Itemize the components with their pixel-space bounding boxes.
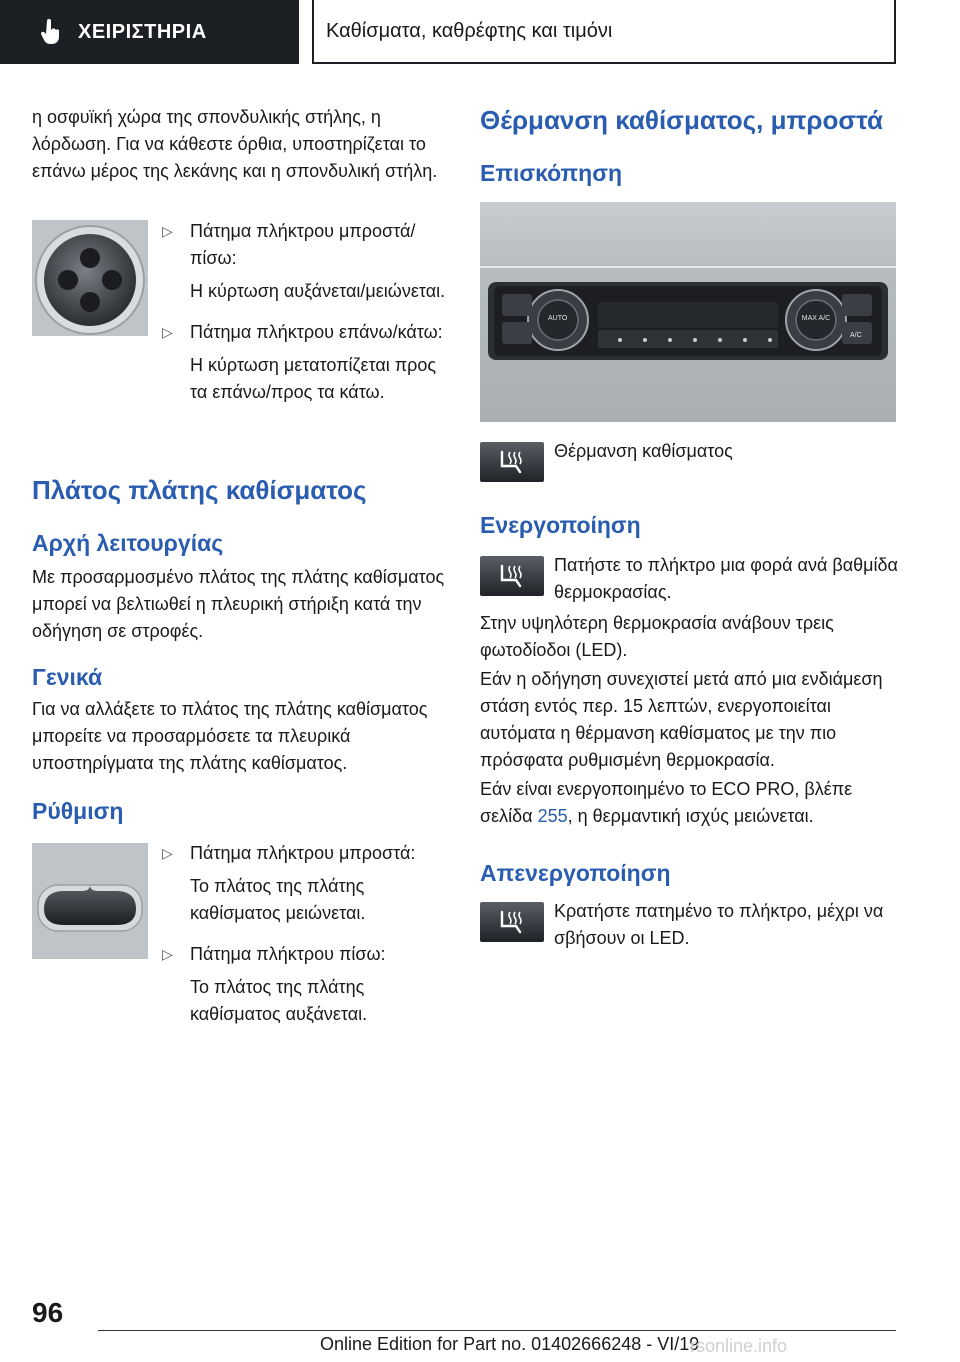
section-title: ΧΕΙΡΙΣΤΗΡΙΑ xyxy=(78,20,207,43)
adjust-heading: Ρύθμιση xyxy=(32,798,124,824)
triangle-bullet-icon: ▷ xyxy=(162,845,173,861)
lumbar-button-icon xyxy=(32,220,148,336)
max-ac-label: MAX A/C xyxy=(801,315,831,322)
list-item: ▷ Πάτημα πλήκτρου μπροστά/πίσω: Η κύρτωση αυξάνεται/μειώνεται. xyxy=(162,218,452,305)
triangle-bullet-icon: ▷ xyxy=(162,946,173,962)
seat-heating-button-image xyxy=(480,442,544,482)
chapter-title: Καθίσματα, καθρέφτης και τιμόνι xyxy=(326,19,613,42)
backrest-width-control-image xyxy=(32,843,148,959)
ac-label: A/C xyxy=(850,332,862,339)
chapter-tab xyxy=(312,0,896,64)
seat-heating-button-image xyxy=(480,902,544,942)
list-item: ▷ Πάτημα πλήκτρου πίσω: Το πλάτος της πλάτης καθίσματος αυξάνεται. xyxy=(162,941,452,1028)
page-reference-link[interactable]: 255 xyxy=(537,806,568,826)
backrest-width-heading: Πλάτος πλάτης καθίσματος xyxy=(32,475,367,505)
triangle-bullet-icon: ▷ xyxy=(162,223,173,239)
seat-heating-heading: Θέρμανση καθίσματος, μπροστά xyxy=(480,105,884,135)
page-header xyxy=(0,0,960,66)
activate-paragraph-2: Εάν η οδήγηση συνεχιστεί μετά από μια ενδιάμεση στάση εντός περ. 15 λεπτών, ενεργοποιείται αυτόματα η θέρμανση καθίσματος με την πιο πρόσφατα ρυθμισμένη θερμοκρασία. xyxy=(480,669,883,770)
seat-heating-icon xyxy=(496,562,528,590)
deactivate-heading: Απενεργοποίηση xyxy=(480,860,671,886)
activate-paragraph-3: Εάν είναι ενεργοποιημένο το ECO PRO, βλέπε σελίδα 255, η θερμαντική ισχύς μειώνεται. xyxy=(480,779,853,826)
seat-heating-icon xyxy=(496,908,528,936)
hand-pointer-icon xyxy=(40,19,62,45)
general-text: Για να αλλάξετε το πλάτος της πλάτης καθίσματος μπορείτε να προσαρμόσετε τα πλευρικά υποστηρίγματα της πλάτης καθίσματος. xyxy=(32,699,428,773)
seat-heating-button-image xyxy=(480,556,544,596)
lumbar-bullets xyxy=(162,218,452,406)
seat-heating-icon xyxy=(496,448,528,476)
list-item: ▷ Πάτημα πλήκτρου μπροστά: Το πλάτος της πλάτης καθίσματος μειώνεται. xyxy=(162,840,452,927)
deactivate-step-text: Κρατήστε πατημένο το πλήκτρο, μέχρι να σβήσουν οι LED. xyxy=(554,901,884,948)
activate-step-text: Πατήστε το πλήκτρο μια φορά ανά βαθμίδα θερμοκρασίας. xyxy=(554,555,898,602)
overview-heading: Επισκόπηση xyxy=(480,160,622,186)
lumbar-intro-text: η οσφυϊκή χώρα της σπονδυλικής στήλης, η λόρδωση. Για να κάθεστε όρθια, υποστηρίζεται το επάνω μέρος της λεκάνης και η σπονδυλική στήλη. xyxy=(32,107,438,181)
watermark-text: rsonline.info xyxy=(690,1336,788,1356)
climate-panel-drawing xyxy=(480,202,896,422)
principle-text: Με προσαρμοσμένο πλάτος της πλάτης καθίσματος μπορεί να βελτιωθεί η πλευρική στήριξη κατά την οδήγηση σε στροφές. xyxy=(32,567,445,641)
list-item: ▷ Πάτημα πλήκτρου επάνω/κάτω: Η κύρτωση μετατοπίζεται προς τα επάνω/προς τα κάτω. xyxy=(162,319,452,406)
edition-text: Online Edition for Part no. 01402666248 - VI/19 xyxy=(320,1334,700,1354)
triangle-bullet-icon: ▷ xyxy=(162,324,173,340)
section-tab[interactable] xyxy=(0,0,299,64)
climate-panel-image xyxy=(480,202,896,422)
page-number: 96 xyxy=(32,1297,64,1328)
general-heading: Γενικά xyxy=(32,664,103,690)
activate-paragraph-1: Στην υψηλότερη θερμοκρασία ανάβουν τρεις φωτοδίοδοι (LED). xyxy=(480,613,834,660)
principle-heading: Αρχή λειτουργίας xyxy=(32,530,224,556)
width-bullets xyxy=(162,840,452,1028)
width-button-icon xyxy=(32,843,148,959)
seat-heating-caption: Θέρμανση καθίσματος xyxy=(554,441,733,461)
auto-label: AUTO xyxy=(548,315,568,322)
footer-divider xyxy=(98,1330,896,1331)
lumbar-control-image xyxy=(32,220,148,336)
activate-heading: Ενεργοποίηση xyxy=(480,512,641,538)
